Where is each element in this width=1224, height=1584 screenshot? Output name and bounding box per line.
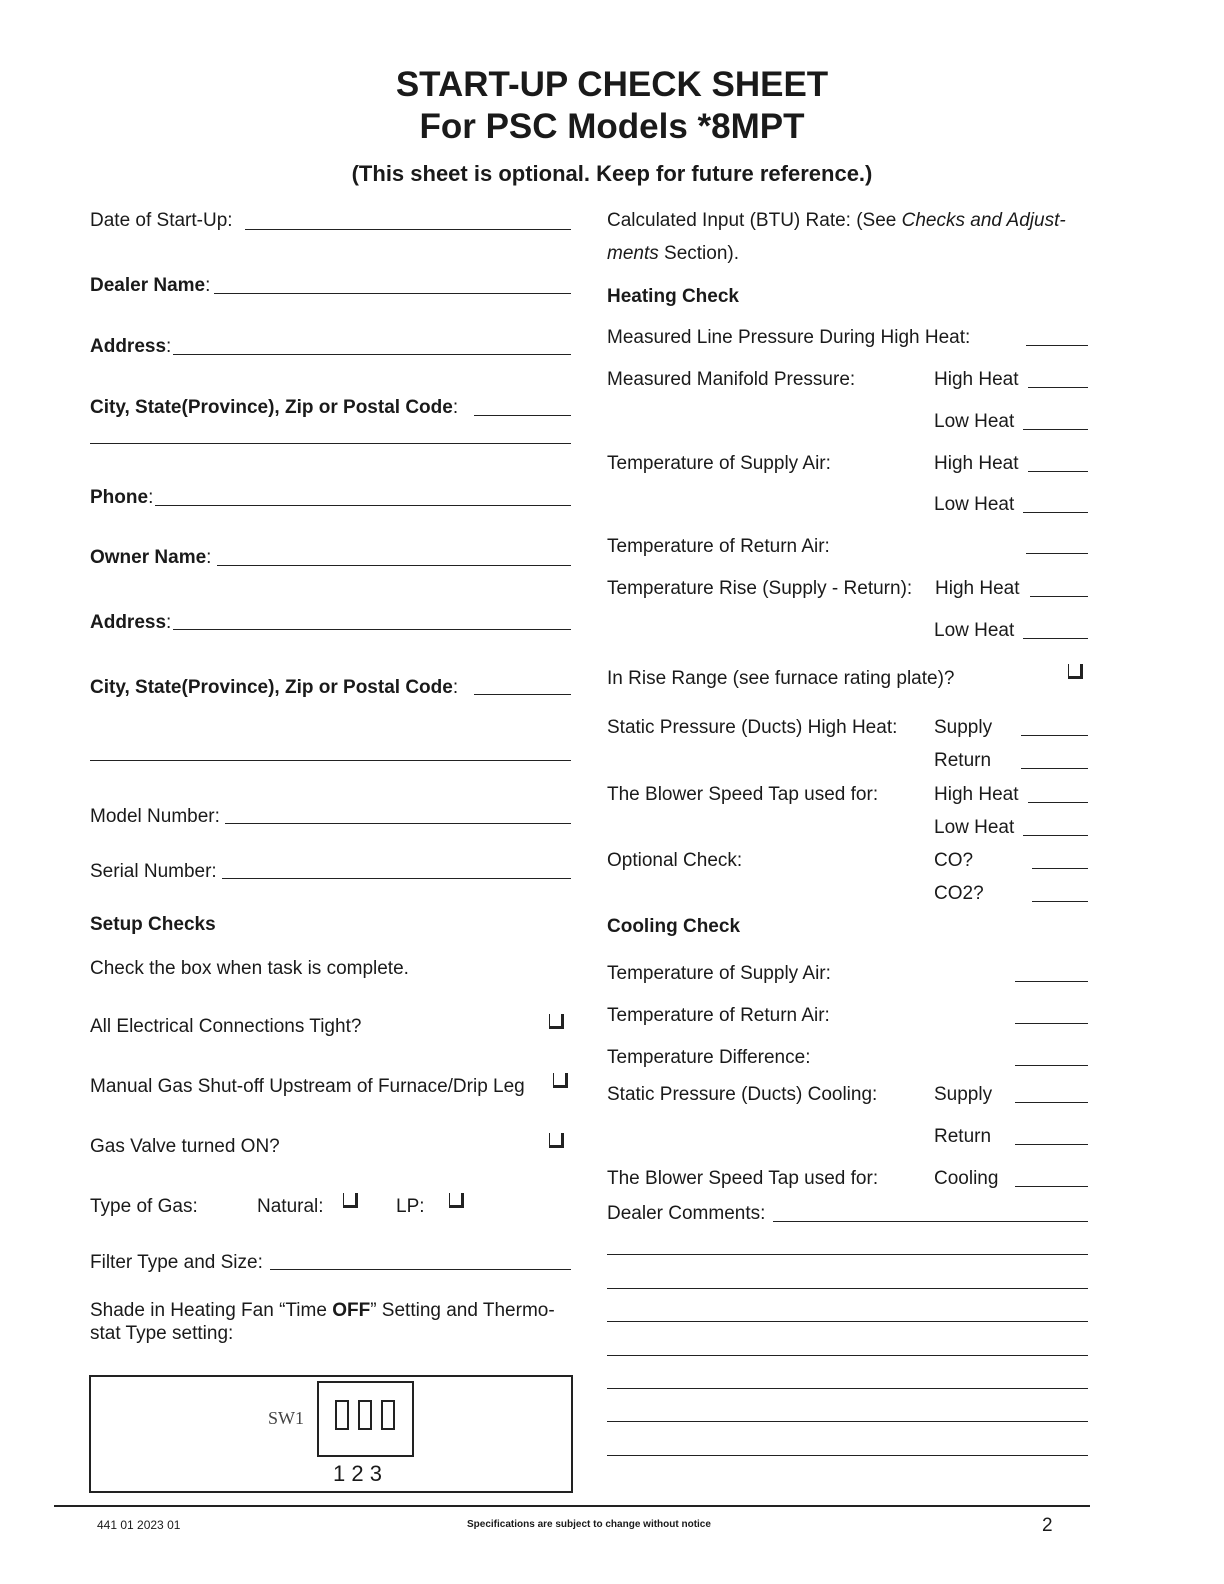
return-air-label: Temperature of Return Air: <box>607 536 830 557</box>
page-title-model: For PSC Models *8MPT <box>419 107 805 146</box>
manifold-low-heat-field[interactable] <box>1023 429 1088 430</box>
model-number-label: Model Number: <box>90 806 220 827</box>
date-label: Date of Start-Up: <box>90 210 233 231</box>
dip-switch-numbers: 1 2 3 <box>333 1461 382 1486</box>
supply-air-high-heat-label: High Heat <box>934 453 1019 474</box>
blower-low-heat-field[interactable] <box>1023 835 1088 836</box>
check-gas-valve-checkbox[interactable] <box>549 1133 564 1148</box>
temp-rise-high-heat-field[interactable] <box>1030 596 1088 597</box>
co-field[interactable] <box>1032 868 1088 869</box>
static-high-return-label: Return <box>934 750 992 771</box>
owner-address-label: Address: <box>90 612 172 633</box>
static-cooling-label: Static Pressure (Ducts) Cooling: <box>607 1084 878 1105</box>
cooling-return-air-label: Temperature of Return Air: <box>607 1005 830 1026</box>
serial-number-label: Serial Number: <box>90 861 217 882</box>
comments-line[interactable] <box>607 1288 1088 1289</box>
rise-range-label: In Rise Range (see furnace rating plate)? <box>607 668 955 689</box>
phone-field[interactable] <box>155 505 571 506</box>
dealer-city-field-2[interactable] <box>90 443 571 444</box>
blower-cooling-field[interactable] <box>1015 1186 1088 1187</box>
phone-label: Phone: <box>90 487 154 508</box>
co-label: CO? <box>934 850 974 871</box>
heating-check-heading: Heating Check <box>607 286 739 307</box>
dealer-name-label: Dealer Name: <box>90 275 211 296</box>
supply-air-high-heat-field[interactable] <box>1028 471 1088 472</box>
line-pressure-field[interactable] <box>1026 345 1088 346</box>
temp-rise-low-heat-label: Low Heat <box>934 620 1015 641</box>
page-number: 2 <box>1042 1515 1053 1536</box>
comments-line[interactable] <box>607 1388 1088 1389</box>
temp-rise-low-heat-field[interactable] <box>1023 638 1088 639</box>
rise-range-checkbox[interactable] <box>1068 664 1083 679</box>
filter-label: Filter Type and Size: <box>90 1252 263 1273</box>
sw1-label: SW1 <box>268 1408 304 1428</box>
dealer-city-field[interactable] <box>474 415 571 416</box>
blower-high-heat-label: High Heat <box>934 784 1019 805</box>
model-number-field[interactable] <box>225 823 571 824</box>
comments-line[interactable] <box>607 1254 1088 1255</box>
owner-name-field[interactable] <box>217 565 571 566</box>
supply-air-low-heat-field[interactable] <box>1023 512 1088 513</box>
cooling-check-heading: Cooling Check <box>607 916 741 937</box>
blower-high-heat-field[interactable] <box>1028 802 1088 803</box>
co2-label: CO2? <box>934 883 984 904</box>
static-high-return-field[interactable] <box>1021 768 1088 769</box>
serial-number-field[interactable] <box>222 878 571 879</box>
page-subtitle: (This sheet is optional. Keep for future reference.) <box>351 161 873 186</box>
supply-air-label: Temperature of Supply Air: <box>607 453 831 474</box>
co2-field[interactable] <box>1032 901 1088 902</box>
check-gas-shutoff-checkbox[interactable] <box>553 1073 568 1088</box>
calc-input-text-cont: ments Section). <box>607 243 740 264</box>
setup-checks-heading: Setup Checks <box>90 914 216 935</box>
manifold-pressure-label: Measured Manifold Pressure: <box>607 369 856 390</box>
check-gas-shutoff-label: Manual Gas Shut-off Upstream of Furnace/Drip Leg <box>90 1076 525 1097</box>
natural-gas-checkbox[interactable] <box>343 1193 358 1208</box>
setup-instruction: Check the box when task is complete. <box>90 958 409 979</box>
blower-tap-cool-label: The Blower Speed Tap used for: <box>607 1168 879 1189</box>
lp-gas-label: LP: <box>396 1196 425 1217</box>
comments-line[interactable] <box>607 1455 1088 1456</box>
comments-line[interactable] <box>607 1321 1088 1322</box>
dealer-comments-label: Dealer Comments: <box>607 1203 766 1224</box>
static-high-supply-field[interactable] <box>1021 735 1088 736</box>
manifold-high-heat-label: High Heat <box>934 369 1019 390</box>
shade-instruction: Shade in Heating Fan “Time OFF” Setting and Thermo- <box>90 1300 555 1321</box>
owner-address-field[interactable] <box>173 629 571 630</box>
comments-line[interactable] <box>607 1355 1088 1356</box>
temp-rise-label: Temperature Rise (Supply - Return): <box>607 578 913 599</box>
static-cooling-return-label: Return <box>934 1126 992 1147</box>
owner-city-label: City, State(Province), Zip or Postal Code: <box>90 677 459 698</box>
dealer-address-field[interactable] <box>173 354 571 355</box>
return-air-field[interactable] <box>1026 553 1088 554</box>
dealer-comments-field[interactable] <box>773 1221 1088 1222</box>
comments-line[interactable] <box>607 1421 1088 1422</box>
page-title: START-UP CHECK SHEET <box>395 65 829 104</box>
temp-difference-label: Temperature Difference: <box>607 1047 811 1068</box>
filter-field[interactable] <box>270 1269 571 1270</box>
dealer-name-field[interactable] <box>214 293 571 294</box>
natural-gas-label: Natural: <box>257 1196 324 1217</box>
check-electrical-checkbox[interactable] <box>549 1014 564 1029</box>
optional-check-label: Optional Check: <box>607 850 743 871</box>
static-cooling-supply-field[interactable] <box>1015 1102 1088 1103</box>
owner-city-field[interactable] <box>474 694 571 695</box>
change-notice: Specifications are subject to change without notice <box>467 1519 711 1530</box>
blower-tap-heat-label: The Blower Speed Tap used for: <box>607 784 879 805</box>
line-pressure-label: Measured Line Pressure During High Heat: <box>607 327 971 348</box>
temp-difference-field[interactable] <box>1015 1065 1088 1066</box>
static-high-heat-label: Static Pressure (Ducts) High Heat: <box>607 717 898 738</box>
dealer-city-label: City, State(Province), Zip or Postal Code: <box>90 397 459 418</box>
dip-switch-1[interactable] <box>335 1400 349 1430</box>
blower-cooling-label: Cooling <box>934 1168 999 1189</box>
lp-gas-checkbox[interactable] <box>449 1193 464 1208</box>
gas-type-label: Type of Gas: <box>90 1196 198 1217</box>
dealer-address-label: Address: <box>90 336 172 357</box>
check-gas-valve-label: Gas Valve turned ON? <box>90 1136 280 1157</box>
cooling-supply-air-label: Temperature of Supply Air: <box>607 963 831 984</box>
shade-instruction-cont: stat Type setting: <box>90 1323 234 1344</box>
calc-input-text: Calculated Input (BTU) Rate: (See Checks and Adjust- <box>607 210 1066 231</box>
manifold-low-heat-label: Low Heat <box>934 411 1015 432</box>
manifold-high-heat-field[interactable] <box>1028 387 1088 388</box>
check-electrical-label: All Electrical Connections Tight? <box>90 1016 362 1037</box>
date-field[interactable] <box>245 229 571 230</box>
dip-switch-3[interactable] <box>381 1400 395 1430</box>
dip-switch-2[interactable] <box>358 1400 372 1430</box>
static-high-supply-label: Supply <box>934 717 993 738</box>
cooling-return-air-field[interactable] <box>1015 1023 1088 1024</box>
static-cooling-return-field[interactable] <box>1015 1144 1088 1145</box>
static-cooling-supply-label: Supply <box>934 1084 993 1105</box>
blower-low-heat-label: Low Heat <box>934 817 1015 838</box>
temp-rise-high-heat-label: High Heat <box>935 578 1020 599</box>
owner-name-label: Owner Name: <box>90 547 212 568</box>
footer-divider <box>54 1505 1090 1507</box>
supply-air-low-heat-label: Low Heat <box>934 494 1015 515</box>
cooling-supply-air-field[interactable] <box>1015 981 1088 982</box>
owner-city-field-2[interactable] <box>90 760 571 761</box>
document-number: 441 01 2023 01 <box>97 1518 181 1532</box>
